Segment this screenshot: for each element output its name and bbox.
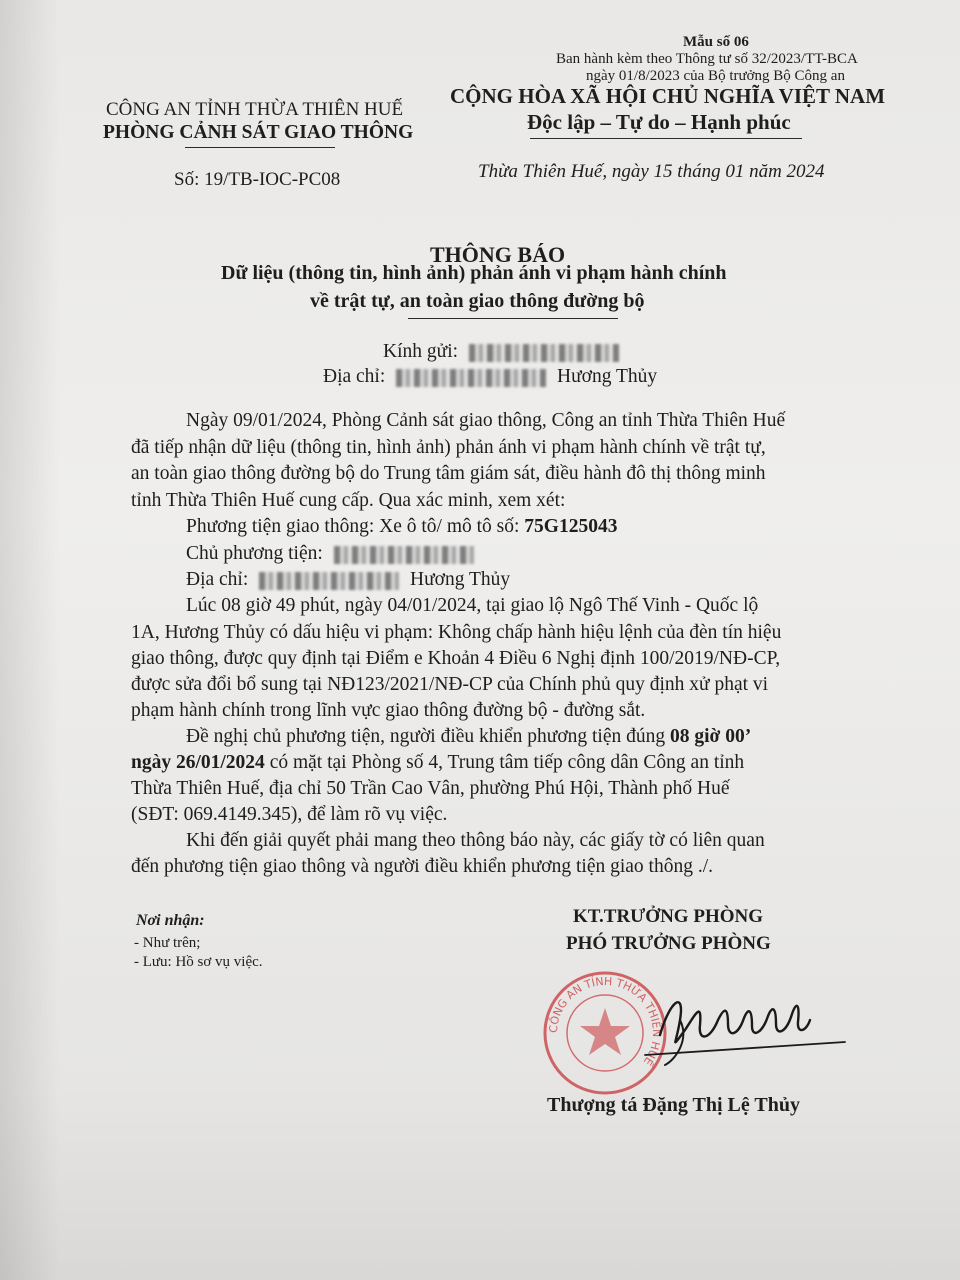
body-p1-line1: Ngày 09/01/2024, Phòng Cảnh sát giao thông, Công an tỉnh Thừa Thiên Huế <box>186 410 786 431</box>
org-name-2: PHÒNG CẢNH SÁT GIAO THÔNG <box>103 122 414 143</box>
signer-name: Thượng tá Đặng Thị Lệ Thủy <box>547 1094 800 1116</box>
recipient-line <box>383 341 619 363</box>
org-name-1: CÔNG AN TỈNH THỪA THIÊN HUẾ <box>106 99 404 120</box>
vehicle-label: Phương tiện giao thông: Xe ô tô/ mô tô số: <box>186 516 520 537</box>
signer-title-2: PHÓ TRƯỞNG PHÒNG <box>566 933 771 954</box>
recipients-item-1: - Như trên; <box>134 935 201 951</box>
body-p2-line3: giao thông, được quy định tại Điểm e Khoản 4 Điều 6 Nghị định 100/2019/NĐ-CP, <box>131 648 781 669</box>
body-p2-line1: Lúc 08 giờ 49 phút, ngày 04/01/2024, tại giao lộ Ngô Thế Vinh - Quốc lộ <box>186 595 759 616</box>
body-p2-line4: được sửa đổi bổ sung tại NĐ123/2021/NĐ-CP của Chính phủ quy định xử phạt vi <box>131 674 769 695</box>
body-p4-line1: Khi đến giải quyết phải mang theo thông báo này, các giấy tờ có liên quan <box>186 830 765 851</box>
owner-line <box>186 543 474 565</box>
appointment-time: 08 giờ 00’ <box>670 726 752 747</box>
svg-text:CÔNG AN TỈNH THỪA THIÊN HUẾ: CÔNG AN TỈNH THỪA THIÊN HUẾ <box>546 974 664 1068</box>
redacted-address <box>396 369 546 387</box>
recipient-address-suffix: Hương Thủy <box>557 366 658 387</box>
recipient-address-line <box>323 366 657 388</box>
notice-subtitle-1: Dữ liệu (thông tin, hình ảnh) phản ánh vi phạm hành chính <box>221 262 727 284</box>
body-p1-line3: an toàn giao thông đường bộ do Trung tâm giám sát, điều hành đô thị thông minh <box>131 463 766 484</box>
body-p3-line4: (SĐT: 069.4149.345), để làm rõ vụ việc. <box>131 804 448 825</box>
owner-address-line <box>186 569 510 591</box>
motto-underline <box>530 138 802 139</box>
appointment-date: ngày 26/01/2024 <box>131 752 265 773</box>
owner-label: Chủ phương tiện: <box>186 543 323 564</box>
body-p3-line1 <box>186 726 751 748</box>
recipients-title: Nơi nhận: <box>136 912 205 929</box>
form-number: Mẫu số 06 <box>683 34 749 50</box>
vehicle-plate: 75G125043 <box>524 516 618 537</box>
owner-address-label: Địa chỉ: <box>186 569 249 590</box>
body-p3-line2 <box>131 752 744 774</box>
document-number: Số: 19/TB-IOC-PC08 <box>174 169 341 190</box>
recipient-address-label: Địa chỉ: <box>323 366 386 387</box>
subtitle-underline <box>408 318 618 319</box>
body-p2-line5: phạm hành chính trong lĩnh vực giao thông đường bộ - đường sắt. <box>131 700 646 721</box>
country-motto: Độc lập – Tự do – Hạnh phúc <box>527 110 791 134</box>
redacted-owner <box>334 546 474 564</box>
body-p3-line3: Thừa Thiên Huế, địa chỉ 50 Trần Cao Vân, phường Phú Hội, Thành phố Huế <box>131 778 730 799</box>
body-p3-line1-text: Đề nghị chủ phương tiện, người điều khiển phương tiện đúng <box>186 726 666 747</box>
page-shadow <box>0 0 60 1280</box>
place-date: Thừa Thiên Huế, ngày 15 tháng 01 năm 2024 <box>478 161 825 182</box>
body-p2-line2: 1A, Hương Thủy có dấu hiệu vi phạm: Không chấp hành hiệu lệnh của đèn tín hiệu <box>131 622 782 643</box>
form-issued-line2: ngày 01/8/2023 của Bộ trưởng Bộ Công an <box>586 68 845 84</box>
redacted-owner-address <box>259 572 399 590</box>
body-p3-line2-text: có mặt tại Phòng số 4, Trung tâm tiếp công dân Công an tỉnh <box>269 752 745 773</box>
signer-title-1: KT.TRƯỞNG PHÒNG <box>573 906 763 927</box>
form-issued-line1: Ban hành kèm theo Thông tư số 32/2023/TT-BCA <box>556 51 858 67</box>
notice-subtitle-2: về trật tự, an toàn giao thông đường bộ <box>310 290 645 312</box>
signature <box>640 980 850 1070</box>
body-p1-line2: đã tiếp nhận dữ liệu (thông tin, hình ảnh) phản ánh vi phạm hành chính về trật tự, <box>131 437 766 458</box>
recipients-item-2: - Lưu: Hồ sơ vụ việc. <box>134 954 263 970</box>
vehicle-line <box>186 516 617 538</box>
country-name: CỘNG HÒA XÃ HỘI CHỦ NGHĨA VIỆT NAM <box>450 84 886 108</box>
recipient-label: Kính gửi: <box>383 341 459 362</box>
org-underline <box>185 147 335 148</box>
redacted-recipient <box>469 344 619 362</box>
owner-address-suffix: Hương Thủy <box>410 569 511 590</box>
notice-title: THÔNG BÁO <box>430 242 566 267</box>
body-p4-line2: đến phương tiện giao thông và người điều khiển phương tiện giao thông ./. <box>131 856 714 877</box>
body-p1-line4: tỉnh Thừa Thiên Huế cung cấp. Qua xác minh, xem xét: <box>131 490 566 511</box>
